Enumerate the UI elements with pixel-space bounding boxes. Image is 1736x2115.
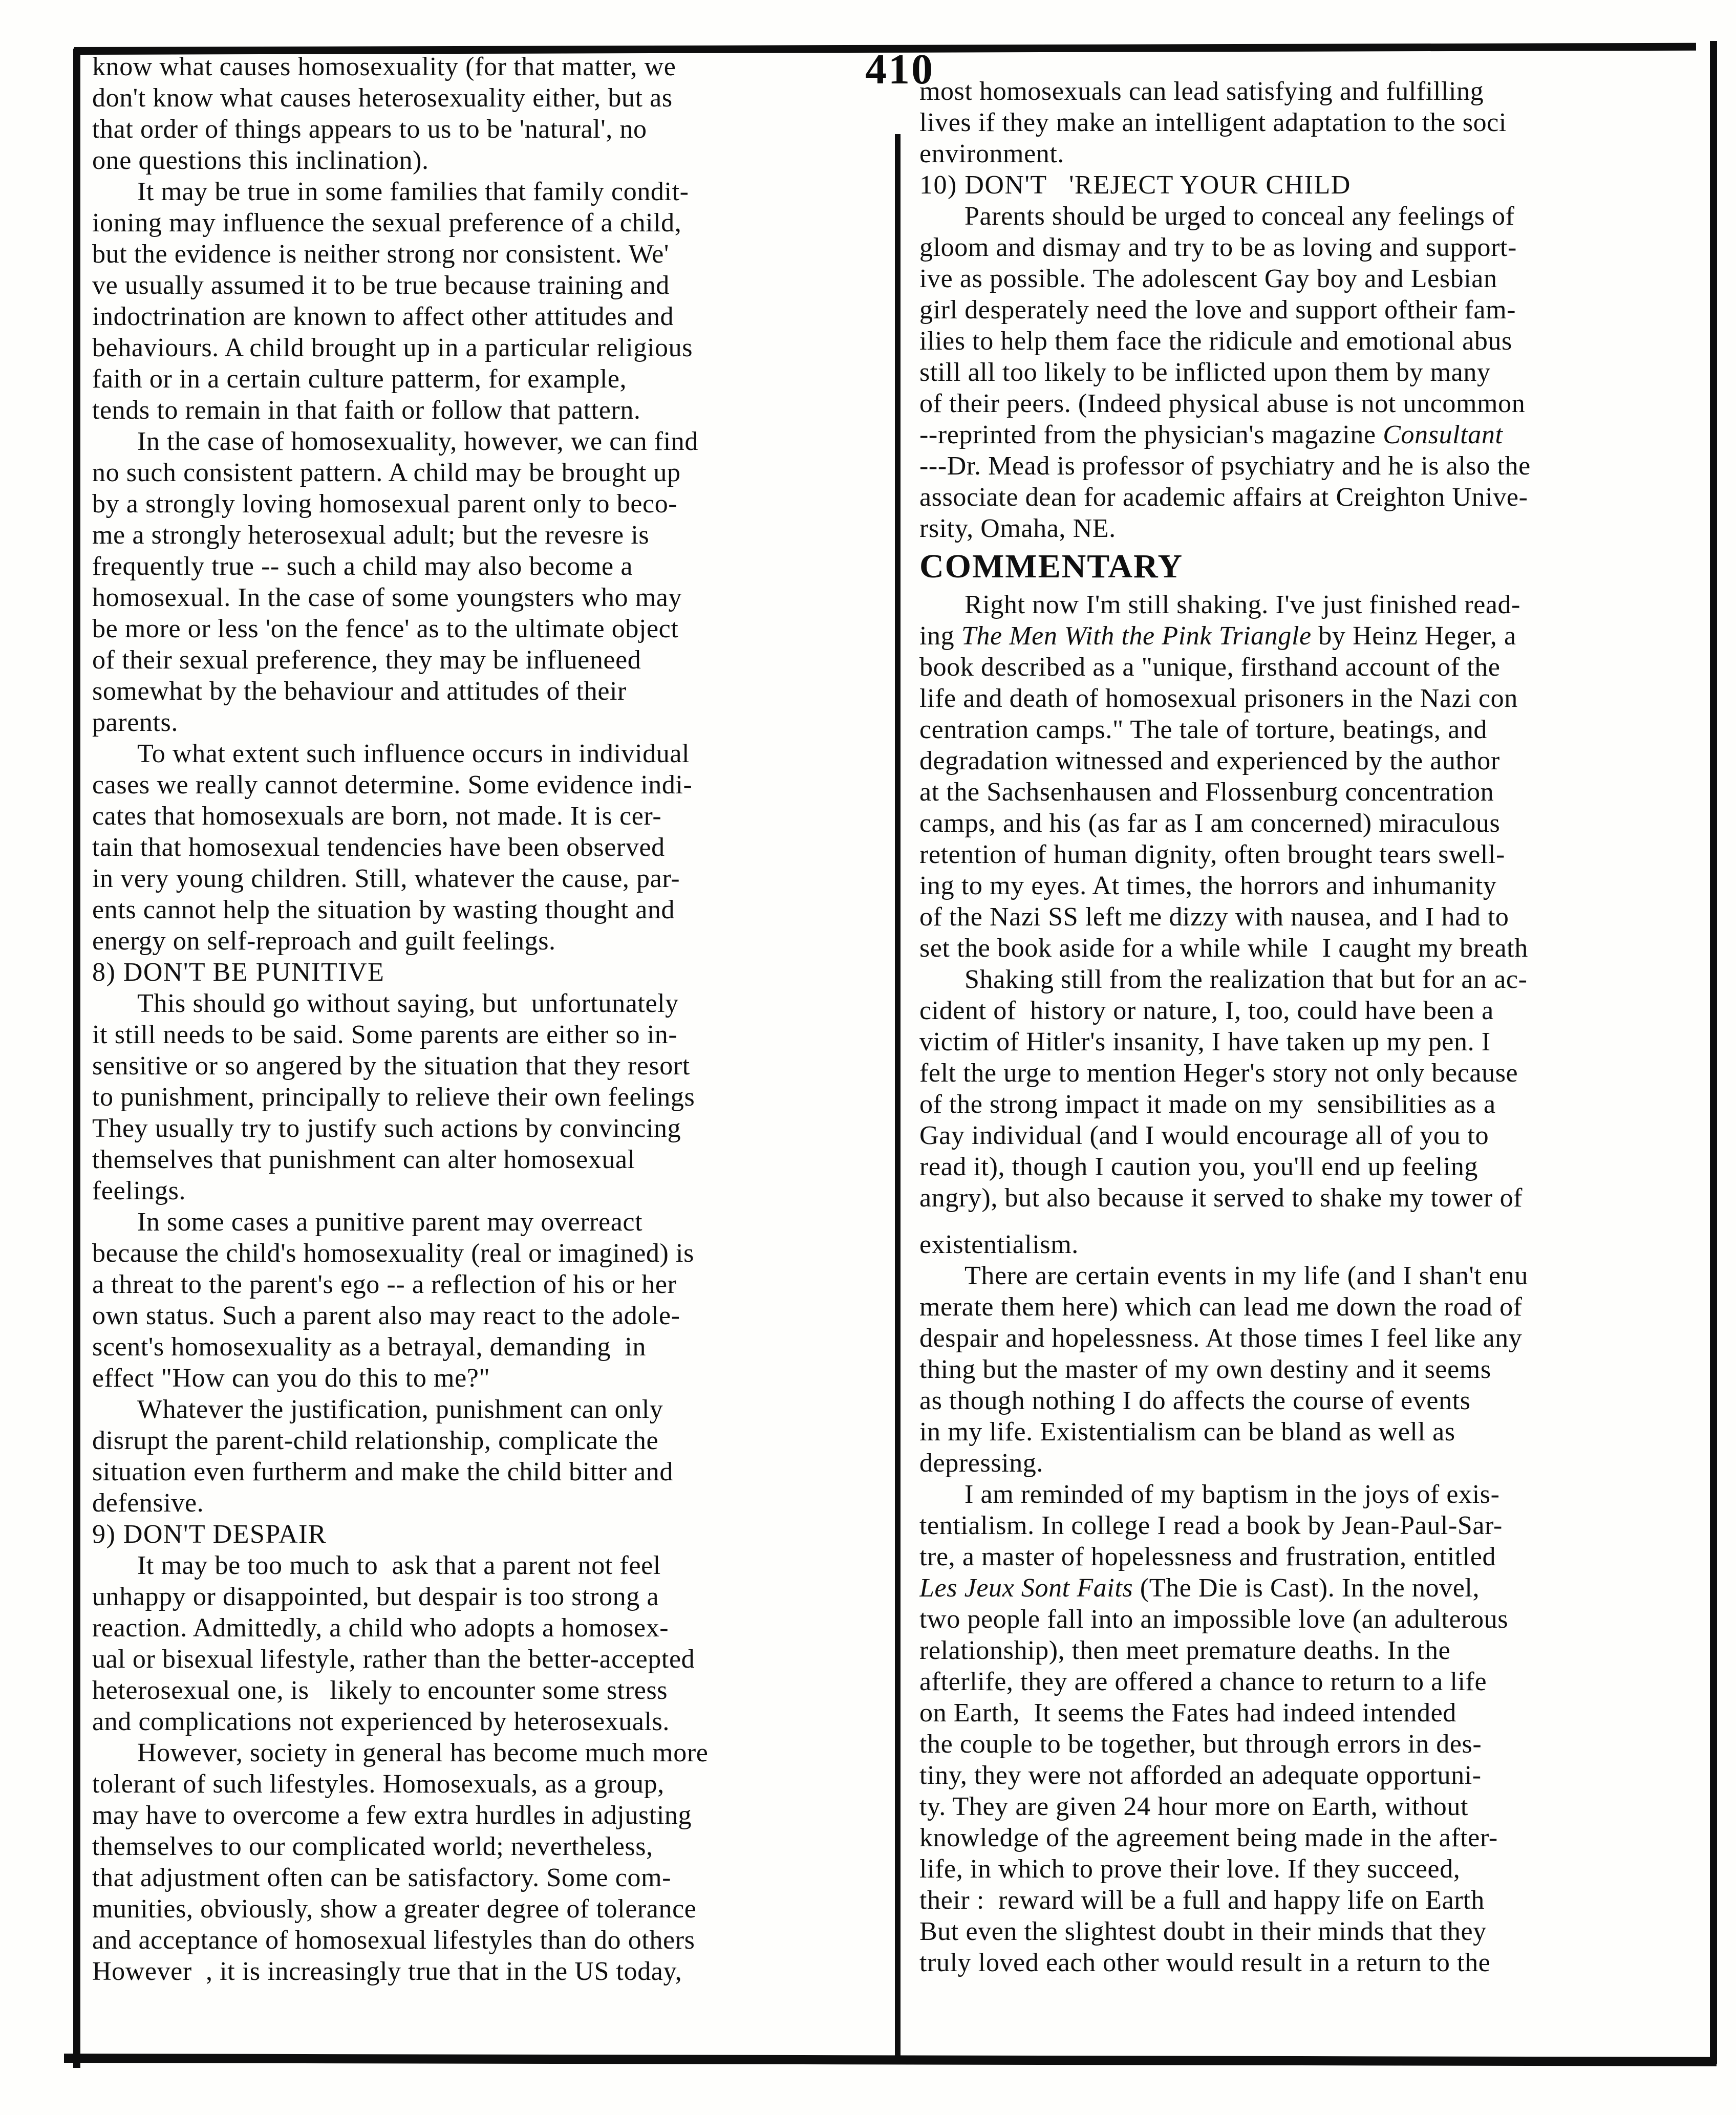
text-line: ---Dr. Mead is professor of psychiatry and he is also the — [919, 451, 1531, 481]
text-line: ing The Men With the Pink Triangle by Heinz Heger, a — [919, 621, 1516, 651]
text-line: thing but the master of my own destiny and it seems — [919, 1355, 1491, 1384]
text-line: munities, obviously, show a greater degree of tolerance — [92, 1894, 697, 1924]
text-line: feelings. — [92, 1176, 186, 1205]
text-line: truly loved each other would result in a return to the — [919, 1948, 1491, 1977]
line-spacer — [919, 1214, 1709, 1229]
text-line: cident of history or nature, I, too, could have been a — [919, 996, 1494, 1025]
text-line: and acceptance of homosexual lifestyles than do others — [92, 1926, 695, 1955]
text-line: somewhat by the behaviour and attitudes of their — [92, 677, 627, 706]
text-line: most homosexuals can lead satisfying and fulfilling — [919, 77, 1484, 106]
text-line: To what extent such influence occurs in individual — [137, 739, 690, 768]
text-line: homosexual. In the case of some youngsters who may — [92, 583, 682, 612]
text-line: Parents should be urged to conceal any feelings of — [965, 202, 1515, 231]
text-line: Les Jeux Sont Faits (The Die is Cast). In the novel, — [919, 1573, 1480, 1603]
text-line: parents. — [92, 708, 178, 737]
text-line: indoctrination are known to affect other attitudes and — [92, 302, 674, 331]
text-line: However , it is increasingly true that in the US today, — [92, 1957, 682, 1986]
text-line: a threat to the parent's ego -- a reflection of his or her — [92, 1270, 677, 1299]
text-line: rsity, Omaha, NE. — [919, 514, 1116, 543]
text-line: victim of Hitler's insanity, I have taken up my pen. I — [919, 1027, 1491, 1056]
text-line: Whatever the justification, punishment can only — [137, 1395, 663, 1424]
text-line: There are certain events in my life (and I shan't enu — [965, 1261, 1528, 1290]
text-line: heterosexual one, is likely to encounter some stress — [92, 1676, 668, 1705]
text-line: ve usually assumed it to be true because training and — [92, 271, 670, 300]
page-border-right — [1710, 41, 1717, 2064]
text-line: lives if they make an intelligent adaptation to the soci — [919, 108, 1507, 137]
text-line: of their sexual preference, they may be influeneed — [92, 645, 641, 675]
text-line: camps, and his (as far as I am concerned) miraculous — [919, 809, 1501, 838]
text-line: own status. Such a parent also may react to the adole- — [92, 1301, 680, 1330]
text-line: situation even furtherm and make the child bitter and — [92, 1457, 673, 1486]
text-line: ents cannot help the situation by wasting thought and — [92, 895, 675, 924]
text-line: associate dean for academic affairs at Creighton Unive- — [919, 483, 1528, 512]
text-line: set the book aside for a while while I caught my breath — [919, 934, 1528, 963]
text-line: of their peers. (Indeed physical abuse is not uncommon — [919, 389, 1526, 418]
text-line: frequently true -- such a child may also become a — [92, 552, 633, 581]
column-divider-rule — [895, 134, 901, 2059]
section-heading: COMMENTARY — [919, 548, 1184, 585]
text-line: me a strongly heterosexual adult; but the revesre is — [92, 521, 650, 550]
text-line: angry), but also because it served to shake my tower of — [919, 1183, 1523, 1213]
text-line: because the child's homosexuality (real or imagined) is — [92, 1239, 694, 1268]
text-line: environment. — [919, 139, 1065, 168]
text-line: ing to my eyes. At times, the horrors and inhumanity — [919, 871, 1497, 900]
text-line: one questions this inclination). — [92, 146, 429, 175]
text-line: effect "How can you do this to me?" — [92, 1364, 490, 1393]
text-line: degradation witnessed and experienced by the author — [919, 746, 1500, 775]
text-line: life, in which to prove their love. If they succeed, — [919, 1854, 1461, 1884]
text-line: that adjustment often can be satisfactory. Some com- — [92, 1863, 672, 1892]
text-line: tre, a master of hopelessness and frustration, entitled — [919, 1542, 1496, 1571]
text-line: be more or less 'on the fence' as to the ultimate object — [92, 614, 679, 643]
text-line: cases we really cannot determine. Some evidence indi- — [92, 770, 693, 800]
text-line: gloom and dismay and try to be as loving and support- — [919, 233, 1517, 262]
text-line: But even the slightest doubt in their minds that they — [919, 1917, 1487, 1946]
text-line: reaction. Admittedly, a child who adopts a homosex- — [92, 1613, 669, 1643]
text-line: disrupt the parent-child relationship, complicate the — [92, 1426, 659, 1455]
text-line: know what causes homosexuality (for that matter, we — [92, 52, 676, 81]
text-line: scent's homosexuality as a betrayal, demanding in — [92, 1332, 646, 1362]
text-line: still all too likely to be inflicted upon them by many — [919, 358, 1491, 387]
text-line: of the Nazi SS left me dizzy with nausea, and I had to — [919, 902, 1509, 932]
text-line: life and death of homosexual prisoners in the Nazi con — [919, 684, 1518, 713]
text-line: it still needs to be said. Some parents are either so in- — [92, 1020, 678, 1049]
text-column-right — [919, 76, 1709, 2062]
text-line: It may be too much to ask that a parent not feel — [137, 1551, 661, 1580]
text-line: tain that homosexual tendencies have been observed — [92, 833, 665, 862]
text-line: may have to overcome a few extra hurdles in adjusting — [92, 1801, 692, 1830]
text-line: behaviours. A child brought up in a particular religious — [92, 333, 693, 362]
text-line: Shaking still from the realization that but for an ac- — [965, 965, 1528, 994]
text-line: ive as possible. The adolescent Gay boy and Lesbian — [919, 264, 1497, 293]
text-line: In some cases a punitive parent may overreact — [137, 1207, 643, 1237]
page-number: 410 — [865, 46, 934, 93]
text-line: and complications not experienced by heterosexuals. — [92, 1707, 670, 1736]
text-line: Right now I'm still shaking. I've just finished read- — [965, 590, 1521, 619]
text-line: afterlife, they are offered a chance to return to a life — [919, 1667, 1487, 1696]
text-line: in very young children. Still, whatever the cause, par- — [92, 864, 680, 893]
section-heading: 10) DON'T 'REJECT YOUR CHILD — [919, 170, 1351, 200]
text-line: cates that homosexuals are born, not made. It is cer- — [92, 802, 662, 831]
text-line: despair and hopelessness. At those times I feel like any — [919, 1324, 1523, 1353]
text-line: on Earth, It seems the Fates had indeed intended — [919, 1698, 1456, 1728]
text-line: ty. They are given 24 hour more on Earth, without — [919, 1792, 1469, 1821]
text-line: of the strong impact it made on my sensibilities as a — [919, 1090, 1496, 1119]
text-line: ual or bisexual lifestyle, rather than the better-accepted — [92, 1645, 695, 1674]
page-border-left — [73, 49, 80, 2068]
section-heading: 9) DON'T DESPAIR — [92, 1520, 327, 1549]
text-line: They usually try to justify such actions by convincing — [92, 1114, 681, 1143]
text-line: Gay individual (and I would encourage all of you to — [919, 1121, 1489, 1150]
text-line: relationship), then meet premature deaths. In the — [919, 1636, 1451, 1665]
text-line: This should go without saying, but unfortunately — [137, 989, 679, 1018]
text-line: but the evidence is neither strong nor consistent. We' — [92, 240, 669, 269]
text-line: unhappy or disappointed, but despair is too strong a — [92, 1582, 659, 1611]
text-line: knowledge of the agreement being made in the after- — [919, 1823, 1498, 1852]
text-line: retention of human dignity, often brought tears swell- — [919, 840, 1505, 869]
text-line: two people fall into an impossible love (an adulterous — [919, 1605, 1509, 1634]
text-line: by a strongly loving homosexual parent only to beco- — [92, 489, 678, 519]
text-line: It may be true in some families that family condit- — [137, 177, 689, 206]
text-line: book described as a "unique, firsthand account of the — [919, 653, 1501, 682]
text-line: However, society in general has become much more — [137, 1738, 709, 1767]
text-line: as though nothing I do affects the course of events — [919, 1386, 1471, 1415]
text-line: that order of things appears to us to be 'natural', no — [92, 115, 647, 144]
text-line: felt the urge to mention Heger's story not only because — [919, 1059, 1518, 1088]
text-line: energy on self-reproach and guilt feelings. — [92, 926, 556, 956]
text-line: defensive. — [92, 1488, 204, 1518]
text-line: don't know what causes heterosexuality either, but as — [92, 83, 673, 113]
text-line: themselves to our complicated world; nevertheless, — [92, 1832, 653, 1861]
text-line: tentialism. In college I read a book by Jean-Paul-Sar- — [919, 1511, 1503, 1540]
text-column-left — [92, 51, 894, 2037]
section-heading: 8) DON'T BE PUNITIVE — [92, 958, 385, 987]
text-line: tolerant of such lifestyles. Homosexuals, as a group, — [92, 1769, 665, 1799]
text-line: themselves that punishment can alter homosexual — [92, 1145, 635, 1174]
text-line: I am reminded of my baptism in the joys of exis- — [965, 1480, 1500, 1509]
text-line: to punishment, principally to relieve their own feelings — [92, 1083, 695, 1112]
text-line: ioning may influence the sexual preference of a child, — [92, 208, 682, 238]
text-line: read it), though I caution you, you'll end up feeling — [919, 1152, 1478, 1181]
text-line: In the case of homosexuality, however, we can find — [137, 427, 698, 456]
text-line: at the Sachsenhausen and Flossenburg concentration — [919, 778, 1494, 807]
text-line: their : reward will be a full and happy life on Earth — [919, 1886, 1485, 1915]
text-line: faith or in a certain culture patterm, for example, — [92, 364, 627, 394]
text-line: tiny, they were not afforded an adequate opportuni- — [919, 1761, 1482, 1790]
text-line: existentialism. — [919, 1230, 1079, 1259]
text-line: centration camps." The tale of torture, beatings, and — [919, 715, 1488, 744]
text-line: --reprinted from the physician's magazine Consultant — [919, 420, 1503, 449]
text-line: merate them here) which can lead me down the road of — [919, 1292, 1523, 1322]
text-line: tends to remain in that faith or follow that pattern. — [92, 396, 641, 425]
text-line: the couple to be together, but through errors in des- — [919, 1730, 1482, 1759]
text-line: ilies to help them face the ridicule and emotional abus — [919, 327, 1512, 356]
text-line: depressing. — [919, 1449, 1043, 1478]
text-line: no such consistent pattern. A child may be brought up — [92, 458, 681, 487]
text-line: sensitive or so angered by the situation that they resort — [92, 1051, 690, 1081]
text-line: in my life. Existentialism can be bland as well as — [919, 1417, 1455, 1447]
text-line: girl desperately need the love and support oftheir fam- — [919, 295, 1516, 325]
